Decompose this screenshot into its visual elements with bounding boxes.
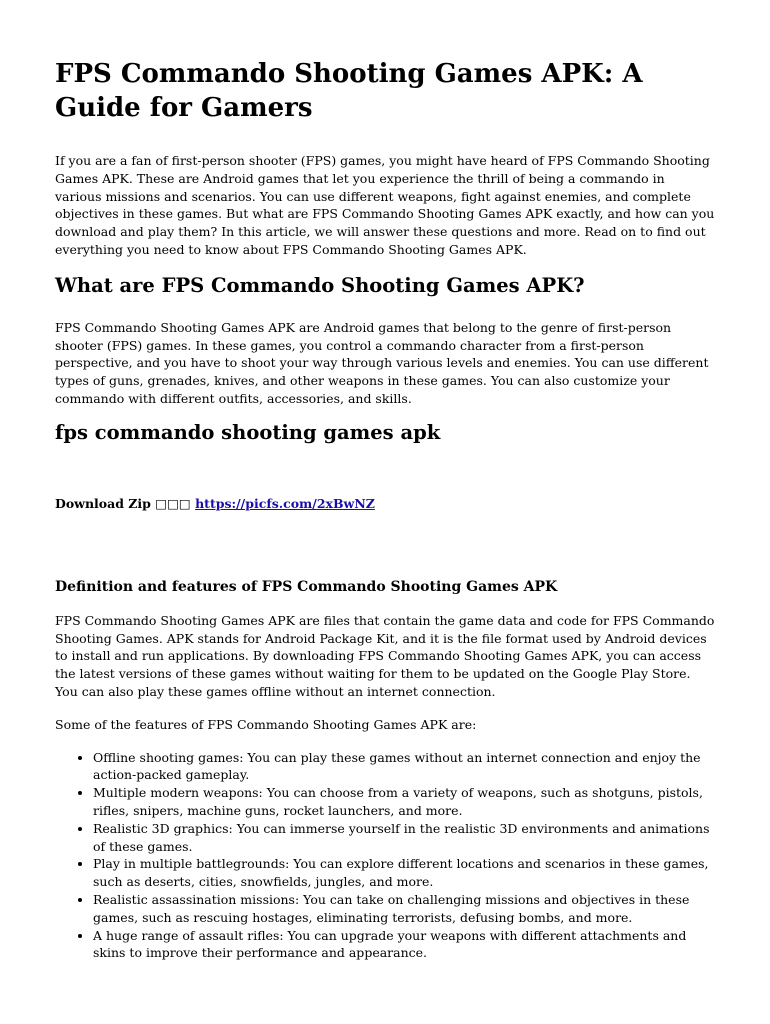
features-list	[55, 749, 715, 963]
download-line	[55, 495, 715, 512]
list-item: • Offline shooting games: You can play these games without an internet connection and enjoy the action-packed gameplay.	[93, 749, 715, 785]
keyword-heading: fps commando shooting games apk	[55, 420, 441, 444]
list-item: • A huge range of assault rifles: You can upgrade your weapons with different attachments and skins to improve their performance and appearance.	[93, 927, 715, 963]
download-label: Download Zip	[55, 495, 151, 511]
features-intro: Some of the features of FPS Commando Shooting Games APK are:	[55, 716, 477, 732]
list-item: • Play in multiple battlegrounds: You can explore different locations and scenarios in these games, such as deserts, cities, snowfields, jungles, and more.	[93, 855, 715, 891]
page-title: FPS Commando Shooting Games APK: A Guide for Gamers	[55, 59, 643, 123]
intro-paragraph: If you are a fan of first-person shooter (FPS) games, you might have heard of FPS Commando Shooting Games APK. These are Android games that let you experience the thrill of being a commando in various missions and scenarios. You can use different weapons, fight against enemies, and complete objectives in these games. But what are FPS Commando Shooting Games APK exactly, and how can you download and play them? In this article, we will answer these questions and more. Read on to find out everything you need to know about FPS Commando Shooting Games APK.	[55, 153, 715, 257]
list-item: • Multiple modern weapons: You can choose from a variety of weapons, such as shotguns, pistols, rifles, snipers, machine guns, rocket launchers, and more.	[93, 784, 715, 820]
section-heading-definition: Definition and features of FPS Commando Shooting Games APK	[55, 578, 558, 595]
definition-paragraph: FPS Commando Shooting Games APK are files that contain the game data and code for FPS Commando Shooting Games. APK stands for Android Package Kit, and it is the file format used by Android devices to install and run applications. By downloading FPS Commando Shooting Games APK, you can access the latest versions of these games without waiting for them to be updated on the Google Play Store. You can also play these games offline without an internet connection.	[55, 612, 715, 699]
arrow-glyphs-icon: □□□	[155, 495, 191, 511]
list-item: • Realistic 3D graphics: You can immerse yourself in the realistic 3D environments and animations of these games.	[93, 820, 715, 856]
section-heading-what: What are FPS Commando Shooting Games APK?	[55, 273, 585, 297]
section-what-paragraph: FPS Commando Shooting Games APK are Android games that belong to the genre of first-person shooter (FPS) games. In these games, you control a commando character from a first-person perspective, and you have to shoot your way through various levels and enemies. You can use different types of guns, grenades, knives, and other weapons in these games. You can also customize your commando with different outfits, accessories, and skills.	[55, 319, 709, 406]
download-link[interactable]: https://picfs.com/2xBwNZ	[195, 495, 375, 511]
list-item: • Realistic assassination missions: You can take on challenging missions and objectives in these games, such as rescuing hostages, eliminating terrorists, defusing bombs, and more.	[93, 891, 715, 927]
